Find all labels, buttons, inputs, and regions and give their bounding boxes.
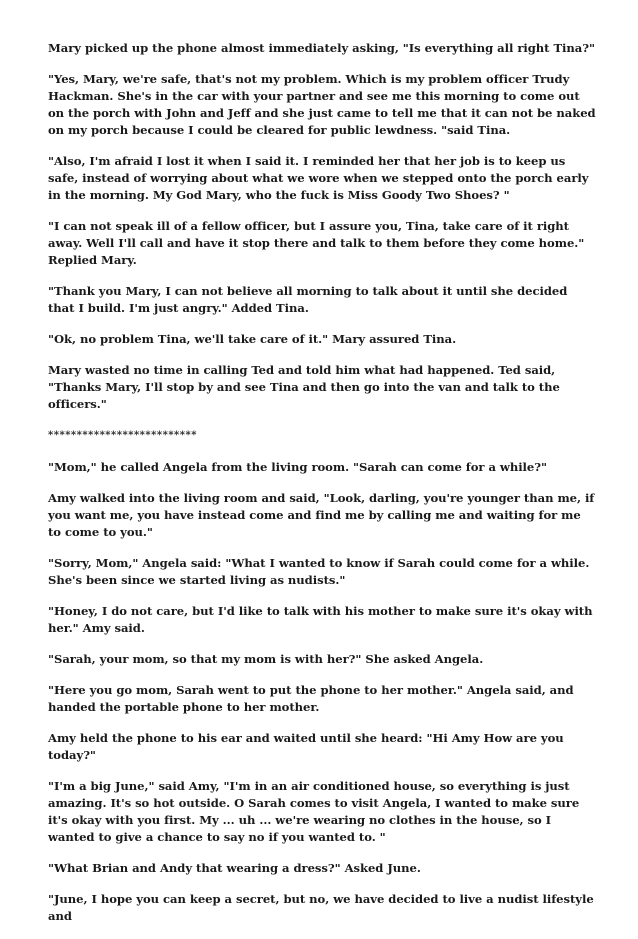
paragraph-6: "Ok, no problem Tina, we'll take care of it." Mary assured Tina. (48, 332, 457, 346)
paragraph-9: Amy walked into the living room and said, "Look, darling, you're younger than me, if you want me, you have instead come and find me by calling me and waiting for me to come to you." (48, 491, 595, 539)
paragraph-1: Mary picked up the phone almost immediately asking, "Is everything all right Tina?" (48, 41, 595, 55)
paragraph-17: "June, I hope you can keep a secret, but no, we have decided to live a nudist lifestyle and (48, 892, 594, 923)
paragraph-15: "I'm a big June," said Amy, "I'm in an air conditioned house, so everything is just amazing. It's so hot outside. O Sarah comes to visit Angela, I wanted to make sure it's okay with you first. My ... uh ... we're wearing no clothes in the house, so I wanted to give a chance to say no if you wanted to. " (48, 779, 580, 844)
paragraph-10: "Sorry, Mom," Angela said: "What I wanted to know if Sarah could come for a while. She's been since we started living as nudists." (48, 556, 590, 587)
paragraph-7: Mary wasted no time in calling Ted and told him what had happened. Ted said, "Thanks Mary, I'll stop by and see Tina and then go into the van and talk to the officers." (48, 363, 560, 411)
paragraph-3: "Also, I'm afraid I lost it when I said it. I reminded her that her job is to keep us safe, instead of worrying about what we wore when we stepped onto the porch early in the morning. My God Mary, who the fuck is Miss Goody Two Shoes? " (48, 154, 589, 202)
section-divider: ************************** (48, 430, 197, 441)
paragraph-16: "What Brian and Andy that wearing a dress?" Asked June. (48, 861, 421, 875)
document-page (48, 40, 596, 939)
paragraph-5: "Thank you Mary, I can not believe all morning to talk about it until she decided that I build. I'm just angry." Added Tina. (48, 284, 568, 315)
paragraph-2: "Yes, Mary, we're safe, that's not my problem. Which is my problem officer Trudy Hackman. She's in the car with your partner and see me this morning to come out on the porch with John and Jeff and she just came to tell me that it can not be naked on my porch because I could be cleared for public lewdness. "said Tina. (48, 72, 596, 137)
paragraph-12: "Sarah, your mom, so that my mom is with her?" She asked Angela. (48, 652, 484, 666)
paragraph-13: "Here you go mom, Sarah went to put the phone to her mother." Angela said, and handed the portable phone to her mother. (48, 683, 574, 714)
paragraph-4: "I can not speak ill of a fellow officer, but I assure you, Tina, take care of it right away. Well I'll call and have it stop there and talk to them before they come home." Replied Mary. (48, 219, 585, 267)
paragraph-8: "Mom," he called Angela from the living room. "Sarah can come for a while?" (48, 460, 547, 474)
paragraph-11: "Honey, I do not care, but I'd like to talk with his mother to make sure it's okay with her." Amy said. (48, 604, 593, 635)
paragraph-14: Amy held the phone to his ear and waited until she heard: "Hi Amy How are you today?" (48, 731, 564, 762)
